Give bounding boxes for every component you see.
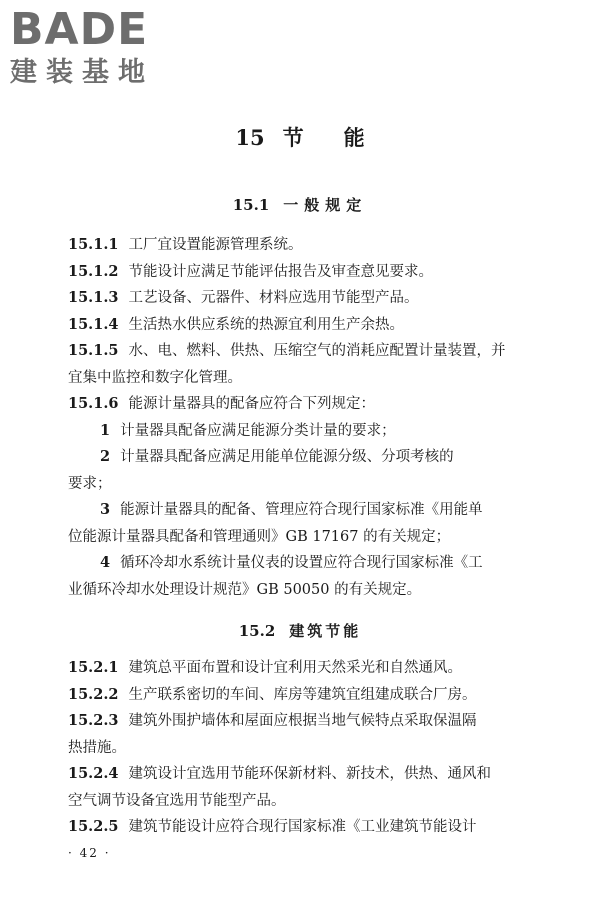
clause-number: 15.2.4 xyxy=(68,765,119,782)
clause-15-1-4 xyxy=(68,312,550,339)
logo-brand: BADE xyxy=(10,4,149,55)
item-3-cont: 位能源计量器具配备和管理通则》GB 17167 的有关规定； xyxy=(68,528,451,545)
clause-text: 生活热水供应系统的热源宜利用生产余热。 xyxy=(128,316,404,333)
section-number: 15.2 xyxy=(238,622,276,640)
clause-text: 能源计量器具的配备应符合下列规定： xyxy=(128,396,375,412)
clause-number: 15.1.2 xyxy=(68,262,119,280)
clause-15-2-2 xyxy=(68,682,550,709)
clause-text: 建筑设计宜选用节能环保新材料、新技术，供热、通风和 xyxy=(128,766,491,782)
clause-number: 15.2.5 xyxy=(68,818,119,835)
section-15-2-body xyxy=(68,655,550,841)
clause-15-1-1 xyxy=(68,232,550,259)
section-heading-15-1 xyxy=(0,194,600,215)
clause-15-1-5 xyxy=(68,338,550,365)
section-title: 建筑节能 xyxy=(289,622,362,640)
clause-15-2-5 xyxy=(68,814,550,841)
clause-text: 工厂宜设置能源管理系统。 xyxy=(128,237,303,253)
clause-15-2-4 xyxy=(68,761,550,788)
clause-number: 15.1.1 xyxy=(68,236,119,253)
section-number: 15.1 xyxy=(232,196,270,214)
item-text: 计量器具配备应满足能源分类计量的要求； xyxy=(120,422,396,439)
chapter-name: 节能 xyxy=(282,125,405,150)
item-number: 2 xyxy=(100,448,111,465)
clause-15-1-5-cont: 宜集中监控和数字化管理。 xyxy=(68,369,242,386)
clause-text: 水、电、燃料、供热、压缩空气的消耗应配置计量装置，并 xyxy=(128,343,506,359)
clause-text: 节能设计应满足节能评估报告及审查意见要求。 xyxy=(128,263,433,280)
item-4-cont: 业循环冷却水处理设计规范》GB 50050 的有关规定。 xyxy=(68,581,422,598)
clause-number: 15.1.6 xyxy=(68,395,119,412)
clause-number: 15.1.4 xyxy=(68,315,119,333)
clause-number: 15.2.1 xyxy=(68,659,119,676)
item-3 xyxy=(68,497,550,524)
item-2 xyxy=(68,444,550,471)
clause-15-2-3 xyxy=(68,708,550,735)
logo-subtitle: 建装基地 xyxy=(10,57,154,88)
item-2-cont: 要求； xyxy=(68,475,112,492)
clause-number: 15.2.2 xyxy=(68,685,119,703)
logo xyxy=(10,6,154,88)
section-title: 一般规定 xyxy=(283,196,368,214)
item-number: 1 xyxy=(100,421,111,439)
clause-15-2-3-cont: 热措施。 xyxy=(68,739,126,756)
clause-15-2-1 xyxy=(68,655,550,682)
chapter-number: 15 xyxy=(235,125,265,150)
clause-text: 建筑总平面布置和设计宜利用天然采光和自然通风。 xyxy=(128,660,462,676)
clause-text: 建筑外围护墙体和屋面应根据当地气候特点采取保温隔 xyxy=(128,713,477,729)
clause-15-1-3 xyxy=(68,285,550,312)
page-number: · 42 · xyxy=(68,846,111,860)
clause-15-1-6 xyxy=(68,391,550,418)
clause-number: 15.1.3 xyxy=(68,289,119,306)
item-text: 循环冷却水系统计量仪表的设置应符合现行国家标准《工 xyxy=(120,555,483,571)
clause-number: 15.2.3 xyxy=(68,712,119,729)
item-number: 3 xyxy=(100,501,111,518)
clause-text: 工艺设备、元器件、材料应选用节能型产品。 xyxy=(128,290,419,306)
clause-15-2-4-cont: 空气调节设备宜选用节能型产品。 xyxy=(68,792,286,809)
item-number: 4 xyxy=(100,554,111,571)
section-heading-15-2 xyxy=(0,620,600,641)
item-1 xyxy=(68,418,550,445)
item-4 xyxy=(68,550,550,577)
clause-15-1-2 xyxy=(68,259,550,286)
chapter-title xyxy=(0,122,600,152)
item-text: 计量器具配备应满足用能单位能源分级、分项考核的 xyxy=(120,449,454,465)
item-text: 能源计量器具的配备、管理应符合现行国家标准《用能单 xyxy=(120,502,483,518)
clause-text: 生产联系密切的车间、库房等建筑宜组建成联合厂房。 xyxy=(128,686,477,703)
clause-text: 建筑节能设计应符合现行国家标准《工业建筑节能设计 xyxy=(128,819,477,835)
section-15-1-body xyxy=(68,232,550,603)
clause-number: 15.1.5 xyxy=(68,342,119,359)
